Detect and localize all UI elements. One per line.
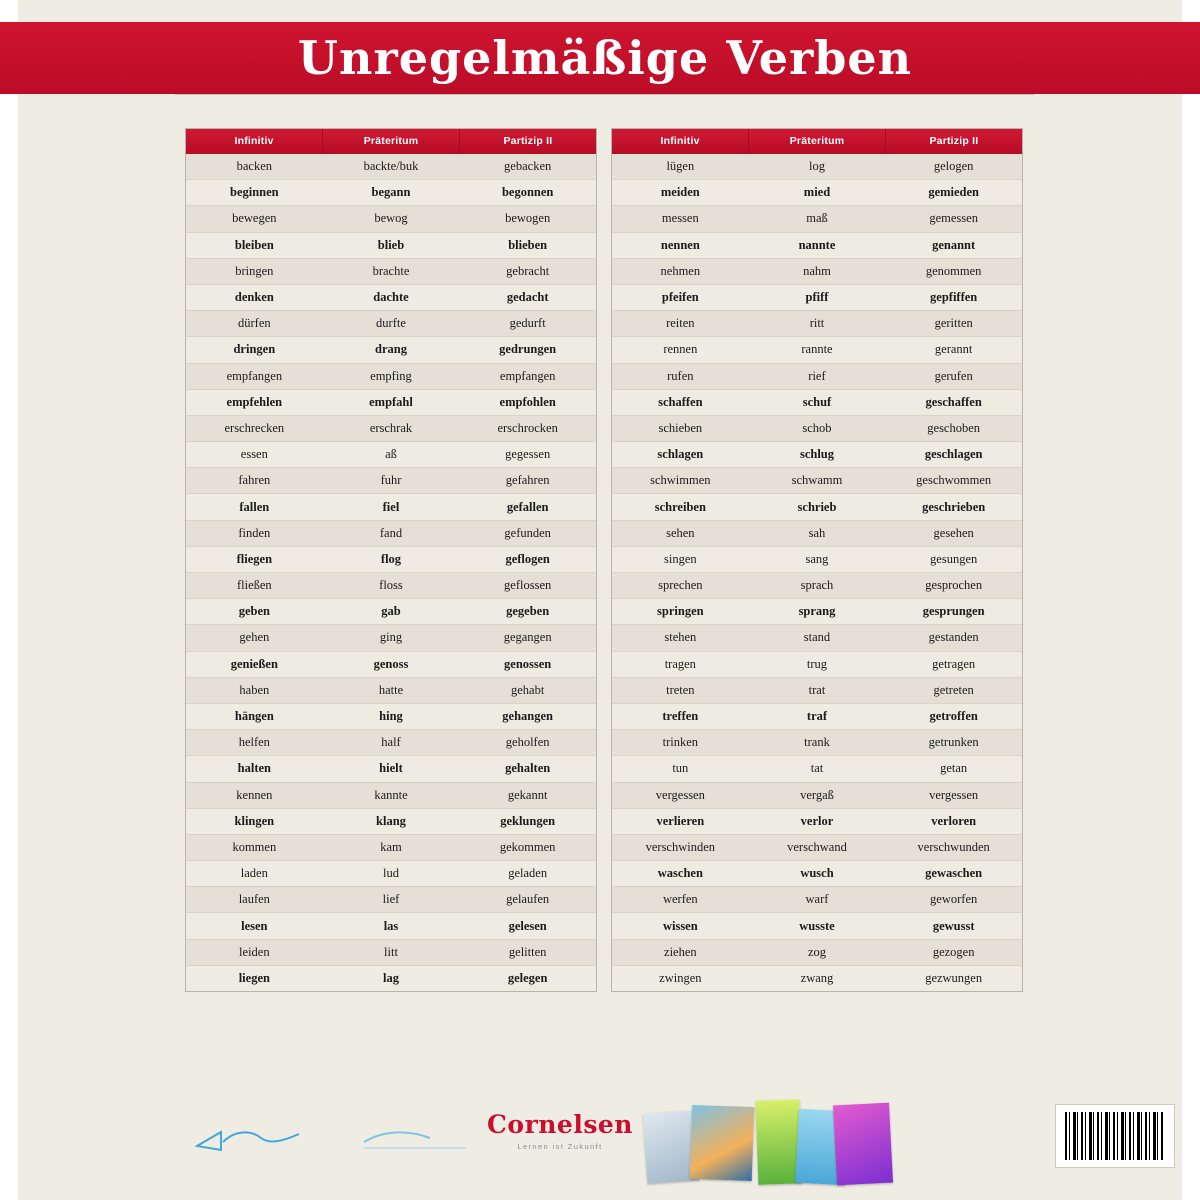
cell-infinitiv: leiden (186, 939, 323, 965)
cell-praeteritum: begann (323, 180, 460, 206)
barcode-bars (1065, 1112, 1165, 1160)
cell-infinitiv: fließen (186, 573, 323, 599)
book-cover-5 (833, 1103, 893, 1186)
table-row (186, 861, 596, 887)
table-row (186, 363, 596, 389)
cell-praeteritum: maß (749, 206, 886, 232)
title-banner-wing-left (0, 22, 176, 94)
table-row (186, 311, 596, 337)
table-row (612, 756, 1022, 782)
cell-partizip2: geschoben (885, 415, 1022, 441)
cell-praeteritum: ging (323, 625, 460, 651)
page-right-margin (1182, 0, 1200, 1200)
cell-praeteritum: trug (749, 651, 886, 677)
cell-infinitiv: klingen (186, 808, 323, 834)
cell-praeteritum: verlor (749, 808, 886, 834)
cell-partizip2: getrunken (885, 730, 1022, 756)
cell-infinitiv: dürfen (186, 311, 323, 337)
cell-infinitiv: fahren (186, 468, 323, 494)
cell-partizip2: gerufen (885, 363, 1022, 389)
cell-infinitiv: schwimmen (612, 468, 749, 494)
cell-infinitiv: pfeifen (612, 284, 749, 310)
table-row (186, 703, 596, 729)
cell-infinitiv: nennen (612, 232, 749, 258)
table-row (186, 599, 596, 625)
cell-praeteritum: trank (749, 730, 886, 756)
cell-partizip2: gesprochen (885, 573, 1022, 599)
cell-infinitiv: empfangen (186, 363, 323, 389)
cell-infinitiv: zwingen (612, 965, 749, 991)
cell-infinitiv: backen (186, 154, 323, 180)
column-header-infinitiv: Infinitiv (612, 129, 749, 154)
cell-partizip2: gebacken (459, 154, 596, 180)
cell-partizip2: empfangen (459, 363, 596, 389)
cell-infinitiv: kennen (186, 782, 323, 808)
cell-praeteritum: bewog (323, 206, 460, 232)
cell-praeteritum: empfahl (323, 389, 460, 415)
cell-praeteritum: nahm (749, 258, 886, 284)
cell-infinitiv: laufen (186, 887, 323, 913)
cell-infinitiv: hängen (186, 703, 323, 729)
cell-infinitiv: empfehlen (186, 389, 323, 415)
table-row (186, 154, 596, 180)
table-row (186, 494, 596, 520)
cell-partizip2: geholfen (459, 730, 596, 756)
cell-partizip2: gegangen (459, 625, 596, 651)
cell-praeteritum: mied (749, 180, 886, 206)
cell-partizip2: gerannt (885, 337, 1022, 363)
cell-partizip2: vergessen (885, 782, 1022, 808)
table-row (612, 337, 1022, 363)
cell-infinitiv: bringen (186, 258, 323, 284)
table-row (612, 520, 1022, 546)
cell-partizip2: geflossen (459, 573, 596, 599)
table-row (612, 258, 1022, 284)
cell-partizip2: gekannt (459, 782, 596, 808)
cell-infinitiv: verlieren (612, 808, 749, 834)
cell-infinitiv: schlagen (612, 442, 749, 468)
cell-praeteritum: las (323, 913, 460, 939)
cell-partizip2: gelitten (459, 939, 596, 965)
table-row (612, 546, 1022, 572)
cell-praeteritum: dachte (323, 284, 460, 310)
cell-partizip2: gegessen (459, 442, 596, 468)
handwriting-logo (195, 1106, 325, 1162)
table-row (612, 965, 1022, 991)
cell-praeteritum: wusste (749, 913, 886, 939)
cell-infinitiv: singen (612, 546, 749, 572)
cell-partizip2: gelogen (885, 154, 1022, 180)
table-row (186, 834, 596, 860)
cell-praeteritum: sah (749, 520, 886, 546)
cell-praeteritum: backte/buk (323, 154, 460, 180)
cell-partizip2: gelesen (459, 913, 596, 939)
cell-infinitiv: messen (612, 206, 749, 232)
table-row (612, 442, 1022, 468)
cell-praeteritum: hatte (323, 677, 460, 703)
column-header-praeteritum: Präteritum (749, 129, 886, 154)
table-row (186, 206, 596, 232)
table-row (612, 232, 1022, 258)
cell-infinitiv: stehen (612, 625, 749, 651)
table-row (186, 625, 596, 651)
cell-infinitiv: haben (186, 677, 323, 703)
cell-praeteritum: schwamm (749, 468, 886, 494)
cell-partizip2: gehalten (459, 756, 596, 782)
cell-praeteritum: fand (323, 520, 460, 546)
cell-partizip2: getroffen (885, 703, 1022, 729)
cell-partizip2: geschaffen (885, 389, 1022, 415)
column-header-praeteritum: Präteritum (323, 129, 460, 154)
cell-partizip2: erschrocken (459, 415, 596, 441)
cell-partizip2: gewaschen (885, 861, 1022, 887)
cell-infinitiv: werfen (612, 887, 749, 913)
verb-tables (185, 128, 1023, 992)
barcode (1055, 1104, 1175, 1168)
table-row (186, 442, 596, 468)
table-row (186, 468, 596, 494)
cell-partizip2: geritten (885, 311, 1022, 337)
cell-partizip2: getan (885, 756, 1022, 782)
table-row (612, 677, 1022, 703)
cell-partizip2: genommen (885, 258, 1022, 284)
cell-praeteritum: schrieb (749, 494, 886, 520)
cell-partizip2: bewogen (459, 206, 596, 232)
table-row (186, 415, 596, 441)
cell-praeteritum: trat (749, 677, 886, 703)
table-row (186, 389, 596, 415)
cell-partizip2: gezogen (885, 939, 1022, 965)
table-row (612, 494, 1022, 520)
table-row (612, 573, 1022, 599)
cell-praeteritum: lag (323, 965, 460, 991)
cornelsen-wordmark: Cornelsen (487, 1110, 633, 1139)
table-row (186, 782, 596, 808)
verb-table-left (185, 128, 597, 992)
cell-praeteritum: lief (323, 887, 460, 913)
small-logo (360, 1120, 470, 1156)
cell-infinitiv: waschen (612, 861, 749, 887)
cell-praeteritum: vergaß (749, 782, 886, 808)
cell-praeteritum: brachte (323, 258, 460, 284)
cell-praeteritum: sang (749, 546, 886, 572)
cell-infinitiv: lügen (612, 154, 749, 180)
table-row (612, 468, 1022, 494)
cell-partizip2: gesungen (885, 546, 1022, 572)
cell-partizip2: genannt (885, 232, 1022, 258)
cell-infinitiv: finden (186, 520, 323, 546)
cell-partizip2: getreten (885, 677, 1022, 703)
column-header-partizip2: Partizip II (885, 129, 1022, 154)
cell-infinitiv: gehen (186, 625, 323, 651)
cell-partizip2: gekommen (459, 834, 596, 860)
table-row (186, 651, 596, 677)
cell-infinitiv: sprechen (612, 573, 749, 599)
cell-partizip2: gesprungen (885, 599, 1022, 625)
cell-praeteritum: flog (323, 546, 460, 572)
cell-partizip2: gedacht (459, 284, 596, 310)
cell-praeteritum: half (323, 730, 460, 756)
cell-praeteritum: gab (323, 599, 460, 625)
cell-praeteritum: pfiff (749, 284, 886, 310)
cell-infinitiv: liegen (186, 965, 323, 991)
cell-partizip2: gepfiffen (885, 284, 1022, 310)
cell-praeteritum: zwang (749, 965, 886, 991)
verb-table-right (611, 128, 1023, 992)
table-row (186, 258, 596, 284)
table-row (612, 154, 1022, 180)
cell-praeteritum: erschrak (323, 415, 460, 441)
cell-partizip2: getragen (885, 651, 1022, 677)
table-row (186, 337, 596, 363)
table-row (612, 389, 1022, 415)
cell-partizip2: verloren (885, 808, 1022, 834)
cell-praeteritum: kam (323, 834, 460, 860)
table-row (612, 415, 1022, 441)
cell-praeteritum: warf (749, 887, 886, 913)
cell-partizip2: gemieden (885, 180, 1022, 206)
cell-infinitiv: rennen (612, 337, 749, 363)
cell-infinitiv: schreiben (612, 494, 749, 520)
cell-praeteritum: kannte (323, 782, 460, 808)
table-row (186, 756, 596, 782)
cell-praeteritum: hielt (323, 756, 460, 782)
table-row (612, 625, 1022, 651)
cell-infinitiv: geben (186, 599, 323, 625)
table-row (186, 808, 596, 834)
cell-praeteritum: litt (323, 939, 460, 965)
cell-praeteritum: lud (323, 861, 460, 887)
cell-infinitiv: treffen (612, 703, 749, 729)
cell-praeteritum: stand (749, 625, 886, 651)
cell-partizip2: gehabt (459, 677, 596, 703)
cornelsen-logo (485, 1110, 635, 1162)
cell-partizip2: geklungen (459, 808, 596, 834)
cell-infinitiv: verschwinden (612, 834, 749, 860)
cell-praeteritum: schob (749, 415, 886, 441)
cell-infinitiv: wissen (612, 913, 749, 939)
cell-partizip2: genossen (459, 651, 596, 677)
cell-infinitiv: schaffen (612, 389, 749, 415)
cell-partizip2: gedrungen (459, 337, 596, 363)
cell-partizip2: geschlagen (885, 442, 1022, 468)
cell-infinitiv: sehen (612, 520, 749, 546)
table-row (612, 730, 1022, 756)
cell-praeteritum: sprang (749, 599, 886, 625)
page-left-margin (0, 0, 18, 1200)
cell-praeteritum: empfing (323, 363, 460, 389)
book-cover-2 (690, 1105, 755, 1181)
column-header-partizip2: Partizip II (459, 129, 596, 154)
cell-infinitiv: dringen (186, 337, 323, 363)
table-row (186, 939, 596, 965)
cell-infinitiv: rufen (612, 363, 749, 389)
cell-partizip2: blieben (459, 232, 596, 258)
cell-infinitiv: kommen (186, 834, 323, 860)
book-stack (645, 1096, 895, 1188)
cell-partizip2: gefallen (459, 494, 596, 520)
cell-praeteritum: ritt (749, 311, 886, 337)
table-row (612, 363, 1022, 389)
cell-infinitiv: springen (612, 599, 749, 625)
cell-infinitiv: bewegen (186, 206, 323, 232)
cell-partizip2: gesehen (885, 520, 1022, 546)
cell-partizip2: gefahren (459, 468, 596, 494)
cell-partizip2: gewusst (885, 913, 1022, 939)
cell-infinitiv: reiten (612, 311, 749, 337)
table-row (612, 180, 1022, 206)
cell-praeteritum: hing (323, 703, 460, 729)
table-row (186, 520, 596, 546)
table-row (612, 913, 1022, 939)
cell-praeteritum: log (749, 154, 886, 180)
table-row (612, 599, 1022, 625)
table-row (186, 730, 596, 756)
cell-infinitiv: trinken (612, 730, 749, 756)
cell-praeteritum: rief (749, 363, 886, 389)
cell-infinitiv: bleiben (186, 232, 323, 258)
cell-infinitiv: treten (612, 677, 749, 703)
table-row (612, 887, 1022, 913)
cell-praeteritum: schuf (749, 389, 886, 415)
cell-infinitiv: genießen (186, 651, 323, 677)
cell-partizip2: gelegen (459, 965, 596, 991)
table-row (612, 808, 1022, 834)
table-row (186, 677, 596, 703)
cell-praeteritum: blieb (323, 232, 460, 258)
cell-praeteritum: fiel (323, 494, 460, 520)
cell-praeteritum: nannte (749, 232, 886, 258)
cell-praeteritum: klang (323, 808, 460, 834)
cell-infinitiv: fallen (186, 494, 323, 520)
cell-partizip2: verschwunden (885, 834, 1022, 860)
cell-partizip2: gebracht (459, 258, 596, 284)
table-row (612, 939, 1022, 965)
cell-praeteritum: durfte (323, 311, 460, 337)
table-row (612, 834, 1022, 860)
table-row (612, 782, 1022, 808)
cell-infinitiv: lesen (186, 913, 323, 939)
cell-infinitiv: tun (612, 756, 749, 782)
table-row (612, 861, 1022, 887)
cell-praeteritum: floss (323, 573, 460, 599)
table-row (186, 180, 596, 206)
footer (0, 1082, 1200, 1200)
table-row (612, 284, 1022, 310)
title-banner-wing-right (1024, 22, 1200, 94)
table-row (612, 311, 1022, 337)
table-row (612, 703, 1022, 729)
cell-infinitiv: tragen (612, 651, 749, 677)
cell-praeteritum: tat (749, 756, 886, 782)
cell-infinitiv: vergessen (612, 782, 749, 808)
cell-infinitiv: beginnen (186, 180, 323, 206)
table-row (186, 232, 596, 258)
cell-infinitiv: denken (186, 284, 323, 310)
cell-praeteritum: rannte (749, 337, 886, 363)
cell-infinitiv: halten (186, 756, 323, 782)
cell-partizip2: gelaufen (459, 887, 596, 913)
cell-partizip2: geladen (459, 861, 596, 887)
table-row (186, 965, 596, 991)
cell-praeteritum: fuhr (323, 468, 460, 494)
cell-infinitiv: laden (186, 861, 323, 887)
cornelsen-tagline: Lernen ist Zukunft (517, 1142, 603, 1151)
cell-praeteritum: schlug (749, 442, 886, 468)
cell-infinitiv: nehmen (612, 258, 749, 284)
table-row (612, 206, 1022, 232)
page-title: Unregelmäßige Verben (297, 31, 913, 85)
cell-praeteritum: verschwand (749, 834, 886, 860)
table-row (612, 651, 1022, 677)
cell-partizip2: gedurft (459, 311, 596, 337)
cell-infinitiv: fliegen (186, 546, 323, 572)
table-row (186, 887, 596, 913)
cell-praeteritum: wusch (749, 861, 886, 887)
cell-infinitiv: ziehen (612, 939, 749, 965)
table-header-row (612, 129, 1022, 154)
cell-partizip2: gemessen (885, 206, 1022, 232)
table-row (186, 546, 596, 572)
table-row (186, 284, 596, 310)
cell-infinitiv: meiden (612, 180, 749, 206)
cell-partizip2: geschwommen (885, 468, 1022, 494)
cell-partizip2: gezwungen (885, 965, 1022, 991)
column-header-infinitiv: Infinitiv (186, 129, 323, 154)
cell-partizip2: geflogen (459, 546, 596, 572)
table-row (186, 573, 596, 599)
cell-partizip2: geworfen (885, 887, 1022, 913)
small-logo-icon (360, 1120, 470, 1156)
cell-praeteritum: zog (749, 939, 886, 965)
cell-praeteritum: sprach (749, 573, 886, 599)
cell-partizip2: empfohlen (459, 389, 596, 415)
cell-partizip2: geschrieben (885, 494, 1022, 520)
cell-praeteritum: aß (323, 442, 460, 468)
table-row (186, 913, 596, 939)
cell-praeteritum: genoss (323, 651, 460, 677)
cell-infinitiv: schieben (612, 415, 749, 441)
cell-praeteritum: drang (323, 337, 460, 363)
cell-partizip2: gegeben (459, 599, 596, 625)
cell-partizip2: gestanden (885, 625, 1022, 651)
cell-infinitiv: essen (186, 442, 323, 468)
cell-partizip2: gehangen (459, 703, 596, 729)
cell-infinitiv: helfen (186, 730, 323, 756)
cell-infinitiv: erschrecken (186, 415, 323, 441)
cell-partizip2: gefunden (459, 520, 596, 546)
cell-partizip2: begonnen (459, 180, 596, 206)
title-banner (175, 22, 1035, 94)
cell-praeteritum: traf (749, 703, 886, 729)
table-header-row (186, 129, 596, 154)
handwriting-logo-icon (195, 1128, 305, 1154)
